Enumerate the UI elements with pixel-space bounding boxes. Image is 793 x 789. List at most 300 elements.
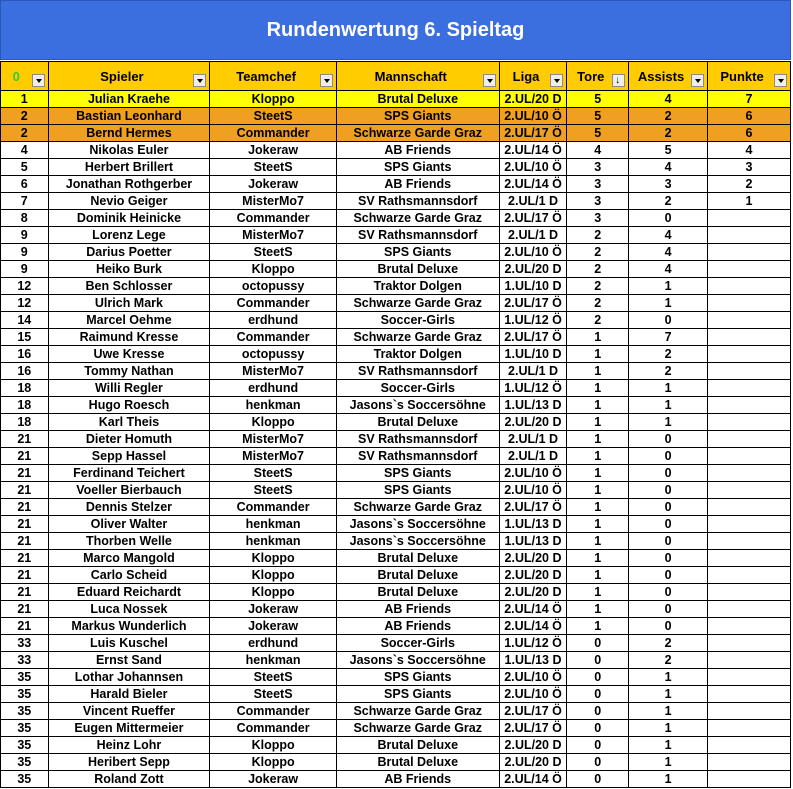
cell-liga[interactable]: 2.UL/17 Ö xyxy=(499,125,567,142)
cell-liga[interactable]: 2.UL/10 Ö xyxy=(499,244,567,261)
cell-punkte[interactable]: 6 xyxy=(708,108,791,125)
cell-tore[interactable]: 1 xyxy=(567,448,629,465)
cell-assists[interactable]: 3 xyxy=(629,176,708,193)
cell-mannschaft[interactable]: Brutal Deluxe xyxy=(336,414,499,431)
cell-tore[interactable]: 0 xyxy=(567,754,629,771)
cell-assists[interactable]: 1 xyxy=(629,380,708,397)
filter-dropdown-icon[interactable] xyxy=(550,74,563,87)
cell-assists[interactable]: 1 xyxy=(629,737,708,754)
cell-spieler[interactable]: Karl Theis xyxy=(48,414,210,431)
cell-punkte[interactable] xyxy=(708,431,791,448)
cell-spieler[interactable]: Eugen Mittermeier xyxy=(48,720,210,737)
cell-assists[interactable]: 1 xyxy=(629,414,708,431)
cell-tore[interactable]: 2 xyxy=(567,244,629,261)
cell-rank[interactable]: 21 xyxy=(1,448,49,465)
cell-liga[interactable]: 2.UL/17 Ö xyxy=(499,499,567,516)
cell-liga[interactable]: 1.UL/12 Ö xyxy=(499,635,567,652)
cell-mannschaft[interactable]: Traktor Dolgen xyxy=(336,278,499,295)
cell-tore[interactable]: 2 xyxy=(567,295,629,312)
cell-liga[interactable]: 2.UL/10 Ö xyxy=(499,482,567,499)
cell-punkte[interactable] xyxy=(708,584,791,601)
cell-liga[interactable]: 2.UL/10 Ö xyxy=(499,108,567,125)
cell-tore[interactable]: 1 xyxy=(567,516,629,533)
cell-mannschaft[interactable]: Soccer-Girls xyxy=(336,312,499,329)
cell-spieler[interactable]: Marco Mangold xyxy=(48,550,210,567)
cell-tore[interactable]: 1 xyxy=(567,465,629,482)
cell-punkte[interactable] xyxy=(708,754,791,771)
cell-rank[interactable]: 9 xyxy=(1,261,49,278)
cell-tore[interactable]: 1 xyxy=(567,550,629,567)
cell-teamchef[interactable]: henkman xyxy=(210,397,336,414)
cell-spieler[interactable]: Sepp Hassel xyxy=(48,448,210,465)
cell-teamchef[interactable]: Kloppo xyxy=(210,550,336,567)
cell-spieler[interactable]: Dennis Stelzer xyxy=(48,499,210,516)
cell-tore[interactable]: 2 xyxy=(567,227,629,244)
cell-liga[interactable]: 2.UL/20 D xyxy=(499,754,567,771)
filter-dropdown-icon[interactable] xyxy=(320,74,333,87)
cell-punkte[interactable]: 6 xyxy=(708,125,791,142)
cell-mannschaft[interactable]: Brutal Deluxe xyxy=(336,91,499,108)
cell-punkte[interactable] xyxy=(708,737,791,754)
cell-rank[interactable]: 12 xyxy=(1,295,49,312)
cell-assists[interactable]: 0 xyxy=(629,533,708,550)
cell-spieler[interactable]: Willi Regler xyxy=(48,380,210,397)
cell-punkte[interactable] xyxy=(708,227,791,244)
cell-tore[interactable]: 1 xyxy=(567,329,629,346)
cell-tore[interactable]: 0 xyxy=(567,720,629,737)
cell-rank[interactable]: 35 xyxy=(1,737,49,754)
cell-spieler[interactable]: Lorenz Lege xyxy=(48,227,210,244)
cell-rank[interactable]: 18 xyxy=(1,397,49,414)
cell-mannschaft[interactable]: SV Rathsmannsdorf xyxy=(336,227,499,244)
cell-mannschaft[interactable]: SV Rathsmannsdorf xyxy=(336,448,499,465)
cell-assists[interactable]: 0 xyxy=(629,482,708,499)
filter-dropdown-icon[interactable] xyxy=(774,74,787,87)
cell-spieler[interactable]: Julian Kraehe xyxy=(48,91,210,108)
cell-spieler[interactable]: Nevio Geiger xyxy=(48,193,210,210)
cell-assists[interactable]: 0 xyxy=(629,431,708,448)
cell-assists[interactable]: 2 xyxy=(629,193,708,210)
cell-assists[interactable]: 1 xyxy=(629,720,708,737)
cell-liga[interactable]: 2.UL/17 Ö xyxy=(499,295,567,312)
cell-assists[interactable]: 1 xyxy=(629,669,708,686)
cell-punkte[interactable]: 3 xyxy=(708,159,791,176)
cell-punkte[interactable] xyxy=(708,669,791,686)
cell-mannschaft[interactable]: Brutal Deluxe xyxy=(336,754,499,771)
cell-spieler[interactable]: Bernd Hermes xyxy=(48,125,210,142)
cell-teamchef[interactable]: octopussy xyxy=(210,346,336,363)
cell-rank[interactable]: 14 xyxy=(1,312,49,329)
cell-rank[interactable]: 33 xyxy=(1,635,49,652)
cell-spieler[interactable]: Darius Poetter xyxy=(48,244,210,261)
cell-punkte[interactable] xyxy=(708,329,791,346)
cell-teamchef[interactable]: erdhund xyxy=(210,635,336,652)
cell-mannschaft[interactable]: AB Friends xyxy=(336,771,499,788)
cell-teamchef[interactable]: Jokeraw xyxy=(210,142,336,159)
cell-rank[interactable]: 33 xyxy=(1,652,49,669)
cell-spieler[interactable]: Marcel Oehme xyxy=(48,312,210,329)
cell-mannschaft[interactable]: Schwarze Garde Graz xyxy=(336,499,499,516)
cell-tore[interactable]: 1 xyxy=(567,567,629,584)
cell-tore[interactable]: 1 xyxy=(567,584,629,601)
cell-assists[interactable]: 5 xyxy=(629,142,708,159)
cell-spieler[interactable]: Lothar Johannsen xyxy=(48,669,210,686)
cell-teamchef[interactable]: MisterMo7 xyxy=(210,227,336,244)
cell-tore[interactable]: 0 xyxy=(567,771,629,788)
cell-rank[interactable]: 21 xyxy=(1,584,49,601)
cell-liga[interactable]: 2.UL/17 Ö xyxy=(499,329,567,346)
cell-punkte[interactable] xyxy=(708,363,791,380)
cell-assists[interactable]: 0 xyxy=(629,516,708,533)
cell-teamchef[interactable]: henkman xyxy=(210,533,336,550)
cell-assists[interactable]: 2 xyxy=(629,652,708,669)
cell-rank[interactable]: 21 xyxy=(1,431,49,448)
cell-tore[interactable]: 0 xyxy=(567,686,629,703)
cell-punkte[interactable] xyxy=(708,210,791,227)
cell-liga[interactable]: 2.UL/14 Ö xyxy=(499,618,567,635)
cell-punkte[interactable]: 1 xyxy=(708,193,791,210)
cell-liga[interactable]: 1.UL/13 D xyxy=(499,397,567,414)
cell-tore[interactable]: 1 xyxy=(567,499,629,516)
cell-liga[interactable]: 2.UL/1 D xyxy=(499,431,567,448)
cell-mannschaft[interactable]: SPS Giants xyxy=(336,482,499,499)
cell-rank[interactable]: 21 xyxy=(1,567,49,584)
cell-spieler[interactable]: Dieter Homuth xyxy=(48,431,210,448)
cell-assists[interactable]: 1 xyxy=(629,397,708,414)
cell-tore[interactable]: 3 xyxy=(567,176,629,193)
cell-teamchef[interactable]: Commander xyxy=(210,703,336,720)
cell-punkte[interactable] xyxy=(708,533,791,550)
cell-teamchef[interactable]: MisterMo7 xyxy=(210,431,336,448)
cell-teamchef[interactable]: Jokeraw xyxy=(210,618,336,635)
cell-teamchef[interactable]: MisterMo7 xyxy=(210,448,336,465)
cell-mannschaft[interactable]: Jasons`s Soccersöhne xyxy=(336,397,499,414)
cell-liga[interactable]: 2.UL/20 D xyxy=(499,414,567,431)
cell-mannschaft[interactable]: Schwarze Garde Graz xyxy=(336,125,499,142)
cell-mannschaft[interactable]: Traktor Dolgen xyxy=(336,346,499,363)
cell-liga[interactable]: 2.UL/1 D xyxy=(499,448,567,465)
cell-punkte[interactable]: 7 xyxy=(708,91,791,108)
cell-assists[interactable]: 0 xyxy=(629,601,708,618)
cell-punkte[interactable] xyxy=(708,499,791,516)
cell-mannschaft[interactable]: Schwarze Garde Graz xyxy=(336,295,499,312)
cell-liga[interactable]: 2.UL/20 D xyxy=(499,550,567,567)
cell-liga[interactable]: 1.UL/13 D xyxy=(499,516,567,533)
cell-spieler[interactable]: Tommy Nathan xyxy=(48,363,210,380)
cell-spieler[interactable]: Luis Kuschel xyxy=(48,635,210,652)
cell-assists[interactable]: 0 xyxy=(629,499,708,516)
cell-assists[interactable]: 0 xyxy=(629,210,708,227)
cell-punkte[interactable] xyxy=(708,414,791,431)
cell-mannschaft[interactable]: AB Friends xyxy=(336,176,499,193)
cell-spieler[interactable]: Uwe Kresse xyxy=(48,346,210,363)
cell-mannschaft[interactable]: SV Rathsmannsdorf xyxy=(336,363,499,380)
cell-spieler[interactable]: Herbert Brillert xyxy=(48,159,210,176)
cell-mannschaft[interactable]: Soccer-Girls xyxy=(336,635,499,652)
cell-teamchef[interactable]: SteetS xyxy=(210,465,336,482)
cell-liga[interactable]: 2.UL/17 Ö xyxy=(499,210,567,227)
cell-spieler[interactable]: Heiko Burk xyxy=(48,261,210,278)
cell-rank[interactable]: 18 xyxy=(1,380,49,397)
cell-tore[interactable]: 0 xyxy=(567,669,629,686)
cell-spieler[interactable]: Ulrich Mark xyxy=(48,295,210,312)
cell-punkte[interactable] xyxy=(708,601,791,618)
cell-liga[interactable]: 2.UL/17 Ö xyxy=(499,720,567,737)
cell-punkte[interactable] xyxy=(708,652,791,669)
cell-tore[interactable]: 0 xyxy=(567,652,629,669)
cell-spieler[interactable]: Oliver Walter xyxy=(48,516,210,533)
cell-tore[interactable]: 1 xyxy=(567,431,629,448)
cell-liga[interactable]: 1.UL/10 D xyxy=(499,346,567,363)
cell-assists[interactable]: 4 xyxy=(629,91,708,108)
filter-dropdown-icon[interactable] xyxy=(691,74,704,87)
cell-mannschaft[interactable]: SV Rathsmannsdorf xyxy=(336,431,499,448)
cell-rank[interactable]: 35 xyxy=(1,754,49,771)
cell-assists[interactable]: 4 xyxy=(629,159,708,176)
cell-assists[interactable]: 4 xyxy=(629,261,708,278)
cell-rank[interactable]: 21 xyxy=(1,533,49,550)
cell-liga[interactable]: 2.UL/10 Ö xyxy=(499,159,567,176)
cell-punkte[interactable] xyxy=(708,397,791,414)
cell-teamchef[interactable]: SteetS xyxy=(210,686,336,703)
cell-teamchef[interactable]: SteetS xyxy=(210,482,336,499)
cell-tore[interactable]: 1 xyxy=(567,380,629,397)
cell-tore[interactable]: 3 xyxy=(567,159,629,176)
cell-punkte[interactable] xyxy=(708,618,791,635)
cell-mannschaft[interactable]: SPS Giants xyxy=(336,686,499,703)
cell-liga[interactable]: 2.UL/1 D xyxy=(499,227,567,244)
cell-spieler[interactable]: Eduard Reichardt xyxy=(48,584,210,601)
cell-liga[interactable]: 1.UL/10 D xyxy=(499,278,567,295)
cell-mannschaft[interactable]: Schwarze Garde Graz xyxy=(336,720,499,737)
cell-tore[interactable]: 2 xyxy=(567,261,629,278)
cell-tore[interactable]: 1 xyxy=(567,397,629,414)
cell-liga[interactable]: 2.UL/14 Ö xyxy=(499,142,567,159)
cell-spieler[interactable]: Luca Nossek xyxy=(48,601,210,618)
cell-mannschaft[interactable]: SPS Giants xyxy=(336,669,499,686)
cell-rank[interactable]: 35 xyxy=(1,703,49,720)
cell-teamchef[interactable]: Kloppo xyxy=(210,737,336,754)
cell-punkte[interactable] xyxy=(708,482,791,499)
cell-tore[interactable]: 1 xyxy=(567,414,629,431)
cell-mannschaft[interactable]: SPS Giants xyxy=(336,244,499,261)
cell-punkte[interactable]: 2 xyxy=(708,176,791,193)
cell-assists[interactable]: 0 xyxy=(629,312,708,329)
cell-assists[interactable]: 1 xyxy=(629,703,708,720)
cell-mannschaft[interactable]: Schwarze Garde Graz xyxy=(336,703,499,720)
cell-rank[interactable]: 4 xyxy=(1,142,49,159)
cell-liga[interactable]: 1.UL/13 D xyxy=(499,652,567,669)
cell-liga[interactable]: 2.UL/20 D xyxy=(499,737,567,754)
cell-assists[interactable]: 0 xyxy=(629,448,708,465)
cell-punkte[interactable] xyxy=(708,703,791,720)
cell-spieler[interactable]: Ernst Sand xyxy=(48,652,210,669)
cell-mannschaft[interactable]: Brutal Deluxe xyxy=(336,261,499,278)
cell-tore[interactable]: 1 xyxy=(567,363,629,380)
cell-rank[interactable]: 6 xyxy=(1,176,49,193)
cell-liga[interactable]: 2.UL/14 Ö xyxy=(499,771,567,788)
cell-teamchef[interactable]: MisterMo7 xyxy=(210,193,336,210)
cell-assists[interactable]: 1 xyxy=(629,278,708,295)
cell-tore[interactable]: 1 xyxy=(567,618,629,635)
cell-mannschaft[interactable]: Schwarze Garde Graz xyxy=(336,210,499,227)
cell-teamchef[interactable]: Jokeraw xyxy=(210,176,336,193)
cell-mannschaft[interactable]: Brutal Deluxe xyxy=(336,567,499,584)
cell-assists[interactable]: 0 xyxy=(629,584,708,601)
cell-teamchef[interactable]: Commander xyxy=(210,329,336,346)
cell-punkte[interactable] xyxy=(708,516,791,533)
cell-mannschaft[interactable]: Soccer-Girls xyxy=(336,380,499,397)
cell-rank[interactable]: 9 xyxy=(1,244,49,261)
cell-teamchef[interactable]: henkman xyxy=(210,516,336,533)
cell-spieler[interactable]: Raimund Kresse xyxy=(48,329,210,346)
cell-teamchef[interactable]: Kloppo xyxy=(210,584,336,601)
cell-teamchef[interactable]: Kloppo xyxy=(210,261,336,278)
cell-teamchef[interactable]: Kloppo xyxy=(210,91,336,108)
cell-mannschaft[interactable]: AB Friends xyxy=(336,601,499,618)
cell-rank[interactable]: 16 xyxy=(1,363,49,380)
cell-spieler[interactable]: Carlo Scheid xyxy=(48,567,210,584)
cell-punkte[interactable] xyxy=(708,771,791,788)
cell-tore[interactable]: 5 xyxy=(567,91,629,108)
cell-rank[interactable]: 2 xyxy=(1,125,49,142)
cell-spieler[interactable]: Markus Wunderlich xyxy=(48,618,210,635)
cell-liga[interactable]: 2.UL/10 Ö xyxy=(499,465,567,482)
cell-tore[interactable]: 3 xyxy=(567,193,629,210)
cell-rank[interactable]: 21 xyxy=(1,482,49,499)
cell-teamchef[interactable]: octopussy xyxy=(210,278,336,295)
cell-teamchef[interactable]: henkman xyxy=(210,652,336,669)
cell-punkte[interactable] xyxy=(708,346,791,363)
cell-rank[interactable]: 8 xyxy=(1,210,49,227)
cell-liga[interactable]: 1.UL/13 D xyxy=(499,533,567,550)
cell-rank[interactable]: 1 xyxy=(1,91,49,108)
cell-mannschaft[interactable]: Brutal Deluxe xyxy=(336,584,499,601)
cell-punkte[interactable] xyxy=(708,465,791,482)
cell-teamchef[interactable]: Commander xyxy=(210,295,336,312)
cell-rank[interactable]: 35 xyxy=(1,720,49,737)
cell-rank[interactable]: 35 xyxy=(1,669,49,686)
cell-teamchef[interactable]: Commander xyxy=(210,499,336,516)
cell-spieler[interactable]: Dominik Heinicke xyxy=(48,210,210,227)
cell-spieler[interactable]: Voeller Bierbauch xyxy=(48,482,210,499)
cell-rank[interactable]: 35 xyxy=(1,686,49,703)
cell-spieler[interactable]: Heinz Lohr xyxy=(48,737,210,754)
cell-liga[interactable]: 2.UL/14 Ö xyxy=(499,601,567,618)
cell-teamchef[interactable]: Commander xyxy=(210,125,336,142)
cell-teamchef[interactable]: erdhund xyxy=(210,312,336,329)
cell-assists[interactable]: 2 xyxy=(629,346,708,363)
cell-assists[interactable]: 7 xyxy=(629,329,708,346)
cell-rank[interactable]: 16 xyxy=(1,346,49,363)
cell-punkte[interactable] xyxy=(708,312,791,329)
cell-assists[interactable]: 0 xyxy=(629,550,708,567)
cell-spieler[interactable]: Thorben Welle xyxy=(48,533,210,550)
cell-teamchef[interactable]: SteetS xyxy=(210,669,336,686)
cell-liga[interactable]: 2.UL/20 D xyxy=(499,567,567,584)
cell-mannschaft[interactable]: Jasons`s Soccersöhne xyxy=(336,652,499,669)
cell-assists[interactable]: 0 xyxy=(629,465,708,482)
cell-tore[interactable]: 5 xyxy=(567,125,629,142)
cell-tore[interactable]: 2 xyxy=(567,278,629,295)
cell-teamchef[interactable]: Commander xyxy=(210,720,336,737)
cell-mannschaft[interactable]: SPS Giants xyxy=(336,108,499,125)
cell-liga[interactable]: 2.UL/10 Ö xyxy=(499,686,567,703)
cell-punkte[interactable] xyxy=(708,278,791,295)
cell-teamchef[interactable]: Jokeraw xyxy=(210,771,336,788)
cell-liga[interactable]: 1.UL/12 Ö xyxy=(499,312,567,329)
cell-mannschaft[interactable]: Jasons`s Soccersöhne xyxy=(336,516,499,533)
cell-rank[interactable]: 21 xyxy=(1,465,49,482)
cell-spieler[interactable]: Hugo Roesch xyxy=(48,397,210,414)
cell-punkte[interactable] xyxy=(708,261,791,278)
cell-spieler[interactable]: Heribert Sepp xyxy=(48,754,210,771)
cell-assists[interactable]: 1 xyxy=(629,295,708,312)
cell-punkte[interactable] xyxy=(708,550,791,567)
cell-rank[interactable]: 18 xyxy=(1,414,49,431)
cell-mannschaft[interactable]: SV Rathsmannsdorf xyxy=(336,193,499,210)
cell-liga[interactable]: 2.UL/1 D xyxy=(499,193,567,210)
cell-tore[interactable]: 2 xyxy=(567,312,629,329)
cell-punkte[interactable] xyxy=(708,448,791,465)
cell-rank[interactable]: 21 xyxy=(1,618,49,635)
cell-punkte[interactable] xyxy=(708,720,791,737)
cell-assists[interactable]: 0 xyxy=(629,567,708,584)
cell-rank[interactable]: 2 xyxy=(1,108,49,125)
cell-mannschaft[interactable]: SPS Giants xyxy=(336,159,499,176)
cell-liga[interactable]: 2.UL/10 Ö xyxy=(499,669,567,686)
cell-rank[interactable]: 5 xyxy=(1,159,49,176)
cell-teamchef[interactable]: MisterMo7 xyxy=(210,363,336,380)
cell-assists[interactable]: 4 xyxy=(629,244,708,261)
cell-assists[interactable]: 2 xyxy=(629,363,708,380)
cell-rank[interactable]: 21 xyxy=(1,516,49,533)
cell-liga[interactable]: 2.UL/20 D xyxy=(499,261,567,278)
cell-rank[interactable]: 21 xyxy=(1,499,49,516)
cell-punkte[interactable] xyxy=(708,244,791,261)
cell-spieler[interactable]: Roland Zott xyxy=(48,771,210,788)
cell-mannschaft[interactable]: AB Friends xyxy=(336,618,499,635)
cell-mannschaft[interactable]: Brutal Deluxe xyxy=(336,550,499,567)
cell-rank[interactable]: 21 xyxy=(1,601,49,618)
cell-teamchef[interactable]: SteetS xyxy=(210,159,336,176)
cell-teamchef[interactable]: SteetS xyxy=(210,108,336,125)
cell-mannschaft[interactable]: SPS Giants xyxy=(336,465,499,482)
cell-teamchef[interactable]: Jokeraw xyxy=(210,601,336,618)
cell-mannschaft[interactable]: Brutal Deluxe xyxy=(336,737,499,754)
cell-assists[interactable]: 1 xyxy=(629,771,708,788)
sort-descending-icon[interactable] xyxy=(612,74,625,87)
cell-tore[interactable]: 4 xyxy=(567,142,629,159)
cell-rank[interactable]: 12 xyxy=(1,278,49,295)
cell-tore[interactable]: 0 xyxy=(567,737,629,754)
cell-spieler[interactable]: Jonathan Rothgerber xyxy=(48,176,210,193)
cell-spieler[interactable]: Ferdinand Teichert xyxy=(48,465,210,482)
cell-assists[interactable]: 2 xyxy=(629,125,708,142)
cell-liga[interactable]: 2.UL/1 D xyxy=(499,363,567,380)
cell-assists[interactable]: 1 xyxy=(629,754,708,771)
cell-spieler[interactable]: Bastian Leonhard xyxy=(48,108,210,125)
cell-tore[interactable]: 1 xyxy=(567,601,629,618)
cell-punkte[interactable] xyxy=(708,295,791,312)
cell-punkte[interactable] xyxy=(708,567,791,584)
cell-spieler[interactable]: Harald Bieler xyxy=(48,686,210,703)
cell-assists[interactable]: 0 xyxy=(629,618,708,635)
cell-rank[interactable]: 35 xyxy=(1,771,49,788)
cell-tore[interactable]: 1 xyxy=(567,482,629,499)
filter-dropdown-icon[interactable] xyxy=(193,74,206,87)
cell-rank[interactable]: 9 xyxy=(1,227,49,244)
